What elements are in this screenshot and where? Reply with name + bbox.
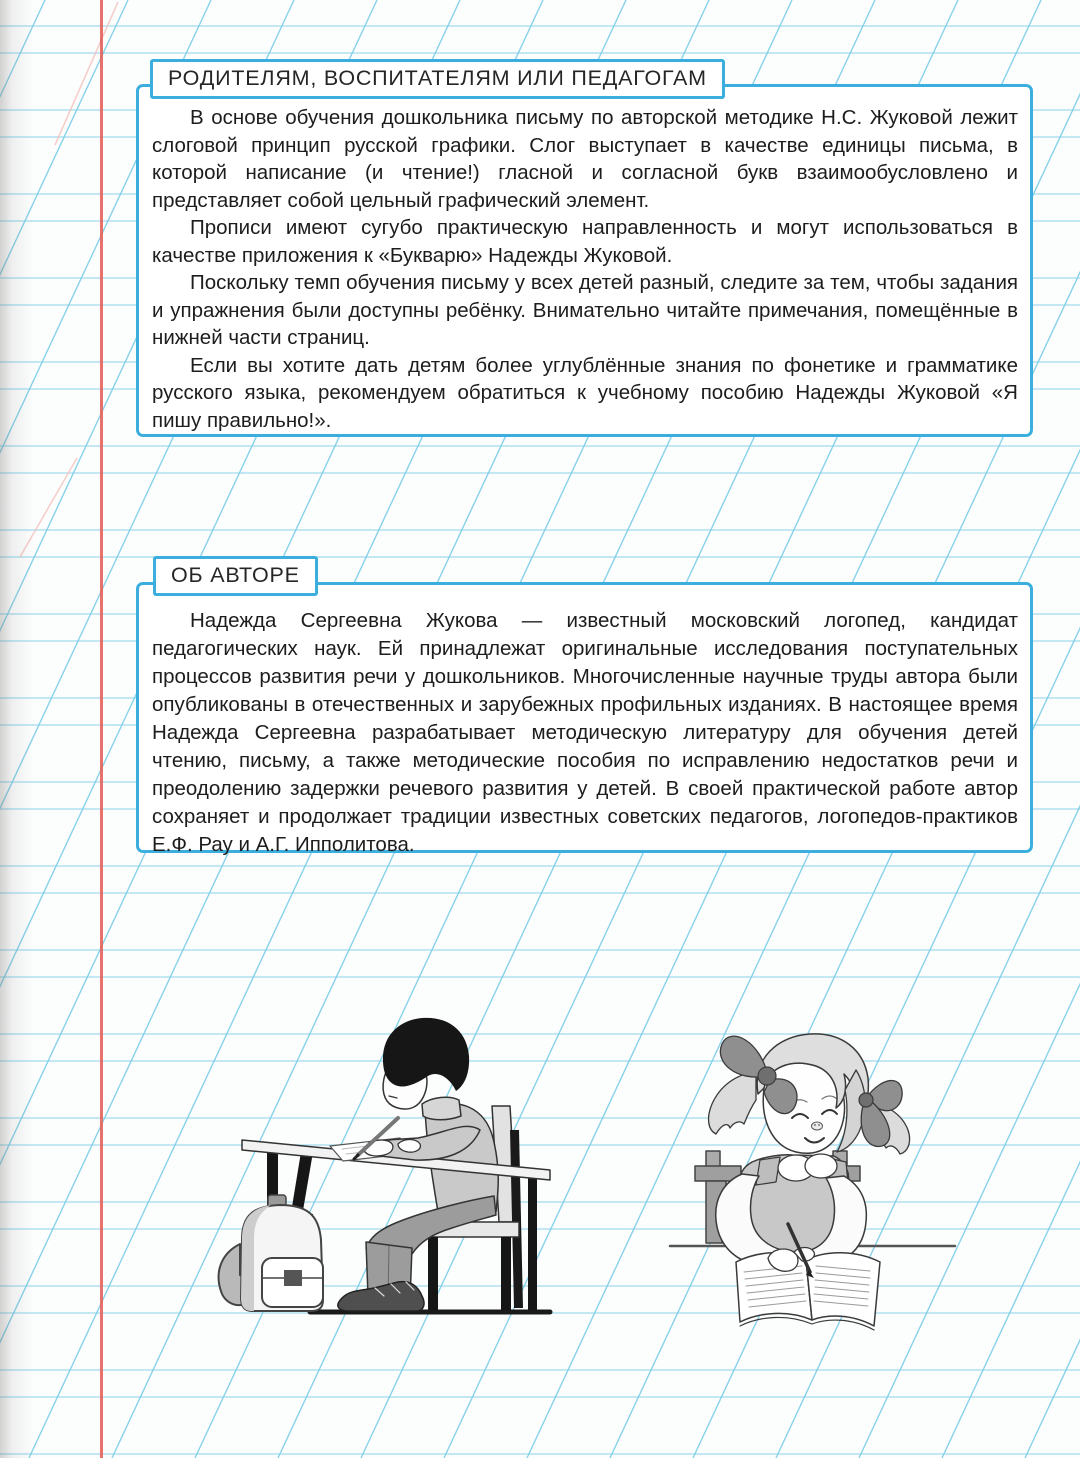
parents-paragraph: Прописи имеют сугубо практическую направленность и могут использоваться в качестве приложения к «Букварю» Надежды Жуковой. bbox=[152, 216, 1018, 267]
parents-paragraph: Если вы хотите дать детям более углублённые знания по фонетике и грамматике русского языка, рекомендуем обратиться к учебному пособию Надежды Жуковой «Я пишу правильно!». bbox=[152, 353, 1018, 432]
girl-writing-illustration bbox=[660, 1010, 1060, 1340]
girl-figure bbox=[709, 1034, 910, 1330]
parents-box-title-text: РОДИТЕЛЯМ, ВОСПИТАТЕЛЯМ ИЛИ ПЕДАГОГАМ bbox=[168, 66, 707, 90]
backpack bbox=[219, 1195, 323, 1311]
parents-paragraph: В основе обучения дошкольника письму по авторской методике Н.С. Жуковой лежит слоговой принцип русской графики. Слог выступает в качестве единицы письма, в которой написание (и чтение!) гласной и согласной букв взаимообусловлено и представляет собой цельный графический элемент. bbox=[152, 106, 1018, 212]
parents-info-box bbox=[136, 84, 1033, 437]
red-margin-line bbox=[100, 0, 103, 1458]
author-box-title bbox=[153, 556, 318, 596]
boy-writing-illustration bbox=[170, 1008, 560, 1343]
author-box-title-text: ОБ АВТОРЕ bbox=[171, 563, 300, 587]
parents-paragraph: Поскольку темп обучения письму у всех детей разный, следите за тем, чтобы задания и упражнения были доступны ребёнку. Внимательно читайте примечания, помещённые в нижней части страниц. bbox=[152, 271, 1018, 349]
author-info-box bbox=[136, 582, 1033, 856]
author-paragraph: Надежда Сергеевна Жукова — известный московский логопед, кандидат педагогических наук. Ей принадлежат оригинальные исследования поступательных процессов развития речи у дошкольников. Многочисленные научные труды автора были опубликованы в отечественных и зарубежных профильных изданиях. В настоящее время Надежда Сергеевна разрабатывает методическую литературу для обучения детей чтению, письму, а также методические пособия по исправлению недостатков речи и преодолению задержки речевого развития у детей. В своей практической работе автор сохраняет и продолжает традиции известных советских педагогов, логопедов-практиков Е.Ф. Рау и А.Г. Ипполитова. bbox=[152, 609, 1018, 856]
parents-box-title bbox=[150, 59, 725, 99]
